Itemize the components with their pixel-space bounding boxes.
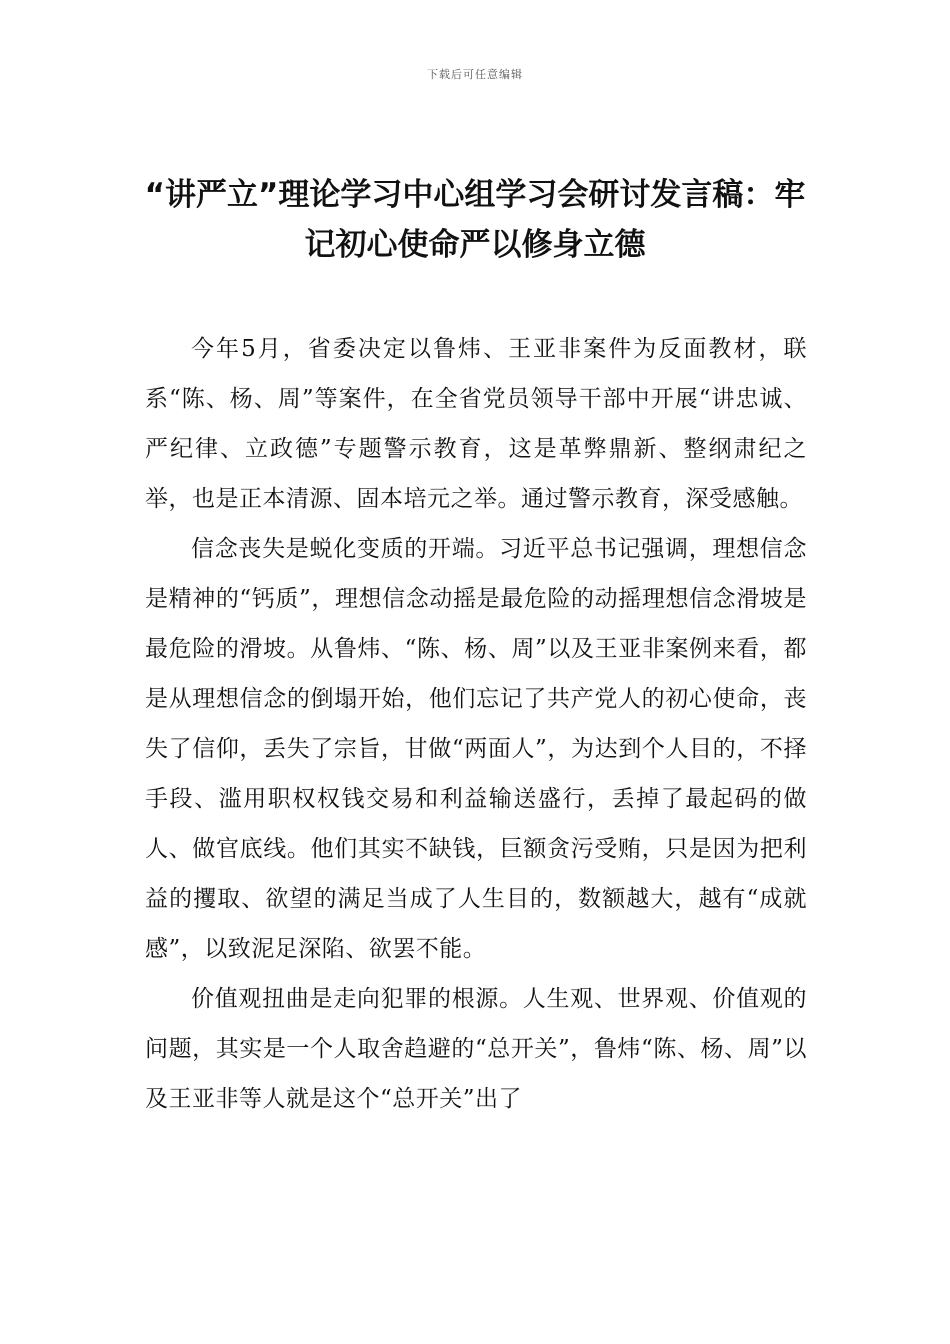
document-title: “讲严立”理论学习中心组学习会研讨发言稿：牢记初心使命严以修身立德 bbox=[144, 177, 806, 263]
paragraph-3: 价值观扭曲是走向犯罪的根源。人生观、世界观、价值观的问题，其实是一个人取舍趋避的“总开关”，鲁炜“陈、杨、周”以及王亚非等人就是这个“总开关”出了 bbox=[145, 986, 807, 1112]
paragraph-1: 今年5月，省委决定以鲁炜、王亚非案件为反面教材，联系“陈、杨、周”等案件，在全省党员领导干部中开展“讲忠诚、严纪律、立政德”专题警示教育，这是革弊鼎新、整纲肃纪之举，也是正本清源、固本培元之举。通过警示教育，深受感触。 bbox=[145, 336, 807, 512]
document-body bbox=[145, 324, 807, 1124]
paragraph-2: 信念丧失是蜕化变质的开端。习近平总书记强调，理想信念是精神的“钙质”，理想信念动摇是最危险的动摇理想信念滑坡是最危险的滑坡。从鲁炜、“陈、杨、周”以及王亚非案例来看，都是从理想信念的倒塌开始，他们忘记了共产党人的初心使命，丧失了信仰，丢失了宗旨，甘做“两面人”，为达到个人目的，不择手段、滥用职权权钱交易和利益输送盛行，丢掉了最起码的做人、做官底线。他们其实不缺钱，巨额贪污受贿，只是因为把利益的攫取、欲望的满足当成了人生目的，数额越大，越有“成就感”，以致泥足深陷、欲罢不能。 bbox=[145, 536, 807, 962]
header-note: 下载后可任意编辑 bbox=[427, 68, 523, 81]
